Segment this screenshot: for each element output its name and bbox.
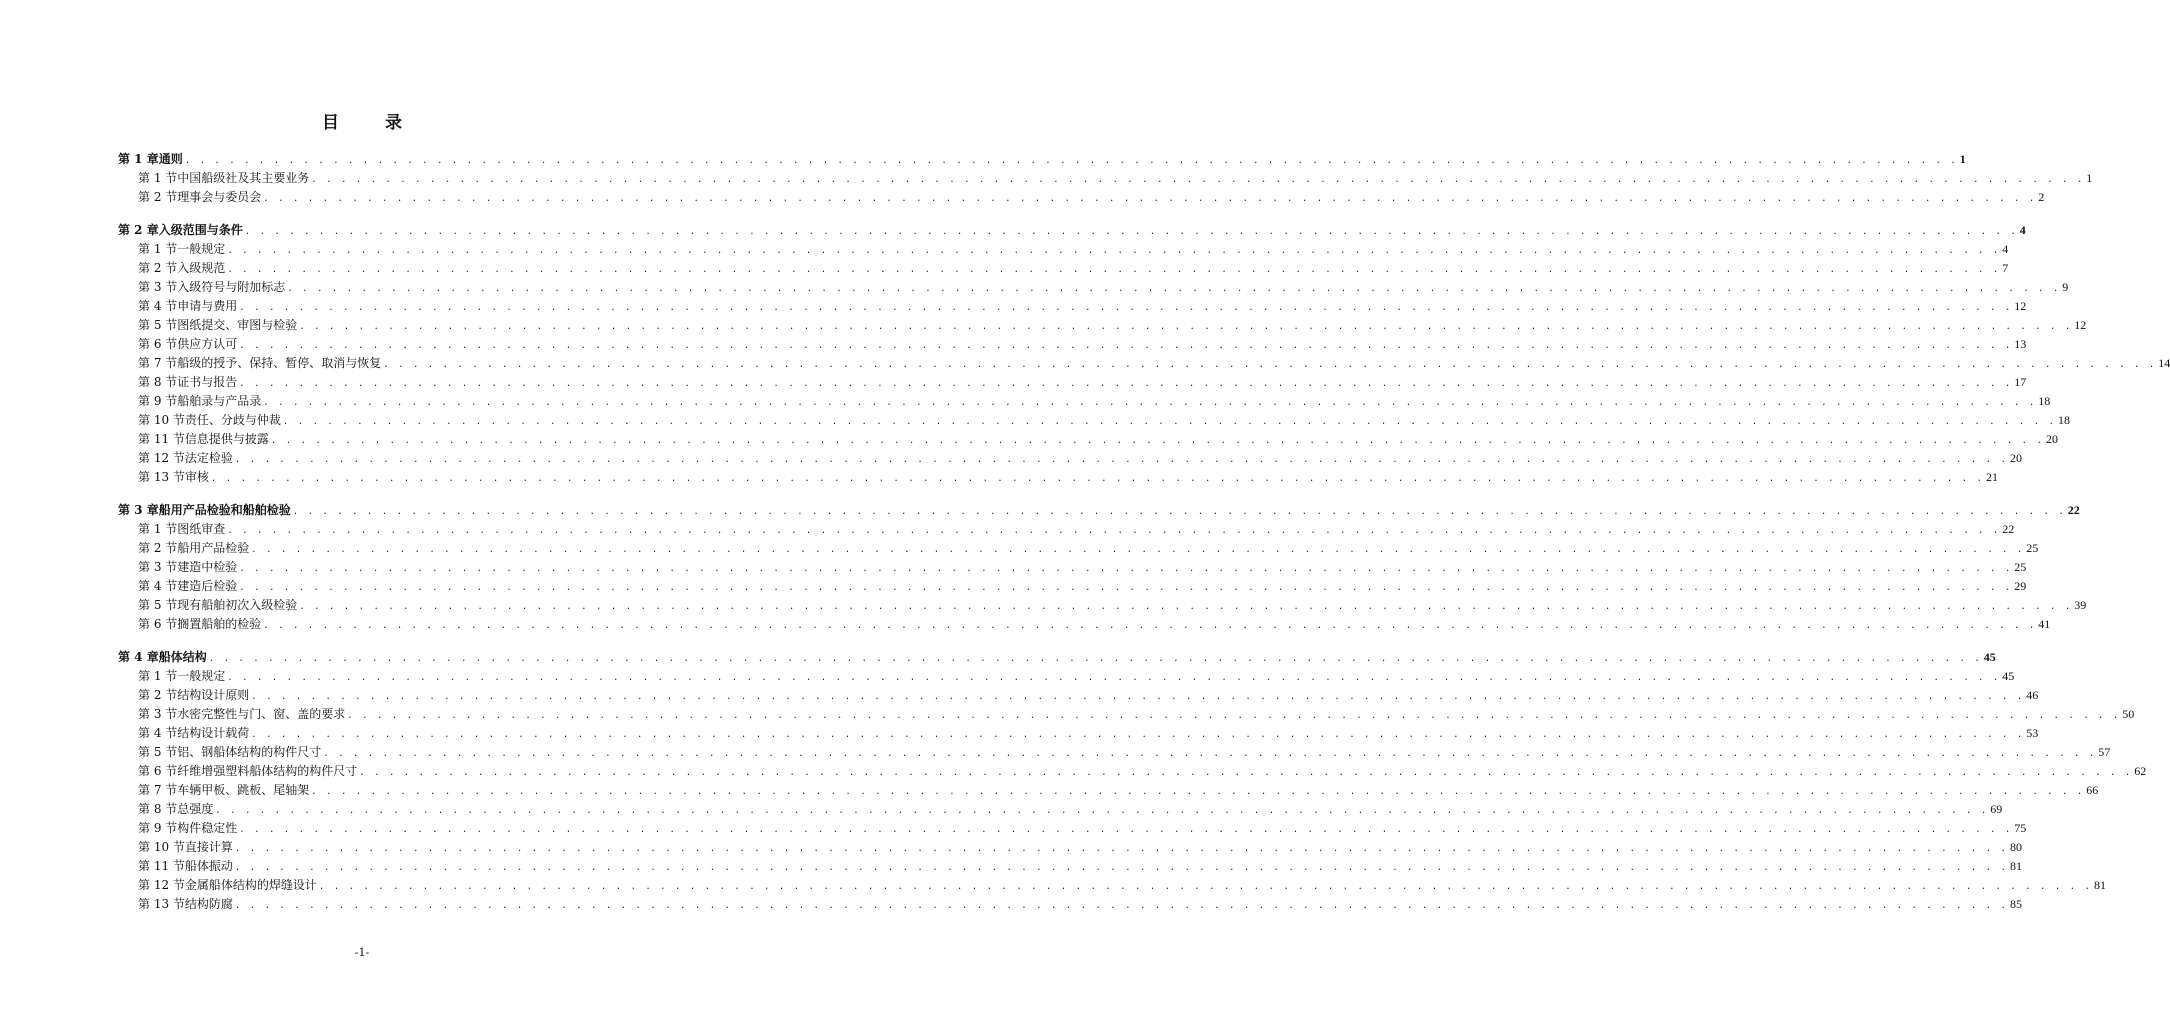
toc-section-entry[interactable]	[118, 667, 2015, 686]
toc-chapter-entry[interactable]	[118, 501, 2080, 520]
toc-section-entry-number: 第 12 节	[138, 451, 185, 465]
toc-section-entry[interactable]	[118, 335, 2027, 354]
toc-section-entry-number: 第 2 节	[138, 541, 178, 555]
toc-section-entry-title: 建造后检验	[177, 579, 238, 593]
toc-section-entry-page: 22	[2002, 522, 2015, 536]
toc-section-entry[interactable]	[118, 596, 2087, 615]
toc-section-entry-title: 一般规定	[177, 669, 226, 683]
dot-leader: . . . . . . . . . . . . . . . . . . . . . . . . . . . . . . . . . . . . . . . . . . . . . . . . . . . . . . . . . . . . . . . . . . . . . . . . . . . . . . . . . . . . . . . . . . . . . . . . . . . . . . . . . . . . . . . . . . . . . . . .	[311, 787, 2085, 797]
toc-section-entry-number: 第 13 节	[138, 470, 185, 484]
toc-section-entry-title: 证书与报告	[177, 375, 238, 389]
toc-section-entry-number: 第 5 节	[138, 318, 178, 332]
toc-section-entry[interactable]	[118, 558, 2027, 577]
toc-section-entry-title: 法定检验	[184, 451, 233, 465]
dot-leader: . . . . . . . . . . . . . . . . . . . . . . . . . . . . . . . . . . . . . . . . . . . . . . . . . . . . . . . . . . . . . . . . . . . . . . . . . . . . . . . . . . . . . . . . . . . . . . . . . . . . . . . . . . . . . . . . . . . . . . . .	[239, 341, 2013, 351]
chapter-block	[118, 150, 2093, 207]
toc-section-entry-number: 第 7 节	[138, 356, 178, 370]
toc-section-entry-page: 69	[1990, 802, 2003, 816]
dot-leader: . . . . . . . . . . . . . . . . . . . . . . . . . . . . . . . . . . . . . . . . . . . . . . . . . . . . . . . . . . . . . . . . . . . . . . . . . . . . . . . . . . . . . . . . . . . . . . . . . . . . . . . . . . . . . . . . . . . . . . . .	[215, 806, 1989, 816]
toc-section-entry[interactable]	[118, 430, 2058, 449]
toc-section-entry-page: 46	[2026, 688, 2039, 702]
toc-section-entry[interactable]	[118, 743, 2111, 762]
toc-section-entry-title: 构件稳定性	[177, 821, 238, 835]
dot-leader: . . . . . . . . . . . . . . . . . . . . . . . . . . . . . . . . . . . . . . . . . . . . . . . . . . . . . . . . . . . . . . . . . . . . . . . . . . . . . . . . . . . . . . . . . . . . . . . . . . . . . . . . . . . . . . . . . . . . . . . .	[239, 564, 2013, 574]
toc-section-entry[interactable]	[118, 762, 2147, 781]
toc-section-entry-title: 船用产品检验	[177, 541, 250, 555]
toc-section-entry-page: 2	[2038, 190, 2045, 204]
toc-section-entry-page: 53	[2026, 726, 2039, 740]
toc-section-entry-title: 金属船体结构的焊缝设计	[184, 878, 317, 892]
toc-section-entry-page: 85	[2009, 897, 2022, 911]
toc-section-entry-title: 船级的授予、保持、暂停、取消与恢复	[177, 356, 382, 370]
dot-leader: . . . . . . . . . . . . . . . . . . . . . . . . . . . . . . . . . . . . . . . . . . . . . . . . . . . . . . . . . . . . . . . . . . . . . . . . . . . . . . . . . . . . . . . . . . . . . . . . . . . . . . . . . . . . . . . . . . . . . . . .	[251, 545, 2025, 555]
toc-section-entry-page: 7	[2002, 261, 2009, 275]
toc-section-entry-title: 一般规定	[177, 242, 226, 256]
toc-section-entry-title: 直接计算	[184, 840, 233, 854]
toc-section-entry-title: 现有船舶初次入级检验	[177, 598, 298, 612]
toc-section-entry-title: 船舶录与产品录	[177, 394, 262, 408]
toc-section-entry-page: 20	[2045, 432, 2058, 446]
page-title	[0, 108, 724, 133]
toc-section-entry-number: 第 4 节	[138, 299, 178, 313]
toc-section-entry-title: 结构设计原则	[177, 688, 250, 702]
toc-section-entry-number: 第 4 节	[138, 579, 178, 593]
toc-chapter-entry-title: 船体结构	[158, 650, 207, 664]
toc-section-entry-number: 第 8 节	[138, 375, 178, 389]
toc-chapter-entry-title: 通则	[158, 152, 183, 166]
toc-section-entry-title: 车辆甲板、跳板、尾轴架	[177, 783, 310, 797]
toc-section-entry-number: 第 7 节	[138, 783, 178, 797]
toc-section-entry[interactable]	[118, 169, 2093, 188]
toc-section-entry-number: 第 1 节	[138, 242, 178, 256]
toc-section-entry[interactable]	[118, 615, 2051, 634]
dot-leader: . . . . . . . . . . . . . . . . . . . . . . . . . . . . . . . . . . . . . . . . . . . . . . . . . . . . . . . . . . . . . . . . . . . . . . . . . . . . . . . . . . . . . . . . . . . . . . . . . . . . . . . . . . . . . . . . . . . . . . . .	[299, 602, 2073, 612]
toc-chapter-entry-page: 22	[2067, 503, 2080, 517]
dot-leader: . . . . . . . . . . . . . . . . . . . . . . . . . . . . . . . . . . . . . . . . . . . . . . . . . . . . . . . . . . . . . . . . . . . . . . . . . . . . . . . . . . . . . . . . . . . . . . . . . . . . . . . . . . . . . . . . . . . . . . . .	[239, 379, 2013, 389]
toc-section-entry-title: 责任、分歧与仲裁	[184, 413, 281, 427]
toc-section-entry-number: 第 2 节	[138, 261, 178, 275]
toc-section-entry[interactable]	[118, 800, 2003, 819]
toc-section-entry-page: 13	[2014, 337, 2027, 351]
toc-section-entry-page: 25	[2014, 560, 2027, 574]
dot-leader: . . . . . . . . . . . . . . . . . . . . . . . . . . . . . . . . . . . . . . . . . . . . . . . . . . . . . . . . . . . . . . . . . . . . . . . . . . . . . . . . . . . . . . . . . . . . . . . . . . . . . . . . . . . . . . . . . . . . . . . .	[239, 303, 2013, 313]
toc-section-entry[interactable]	[118, 686, 2039, 705]
toc-section-entry-number: 第 3 节	[138, 707, 178, 721]
toc-section-entry[interactable]	[118, 857, 2022, 876]
dot-leader: . . . . . . . . . . . . . . . . . . . . . . . . . . . . . . . . . . . . . . . . . . . . . . . . . . . . . . . . . . . . . . . . . . . . . . . . . . . . . . . . . . . . . . . . . . . . . . . . . . . . . . . . . . . . . . . . . . . . . . . .	[318, 882, 2092, 892]
toc-section-entry-title: 总强度	[177, 802, 214, 816]
toc-section-entry-number: 第 11 节	[138, 432, 185, 446]
toc-section-entry[interactable]	[118, 297, 2027, 316]
toc-section-entry-page: 4	[2002, 242, 2009, 256]
toc-chapter-entry-page: 4	[2019, 223, 2026, 237]
dot-leader: . . . . . . . . . . . . . . . . . . . . . . . . . . . . . . . . . . . . . . . . . . . . . . . . . . . . . . . . . . . . . . . . . . . . . . . . . . . . . . . . . . . . . . . . . . . . . . . . . . . . . . . . . . . . . . . . . . . . . . . .	[227, 526, 2001, 536]
toc-section-entry-page: 29	[2014, 579, 2027, 593]
toc-section-entry-page: 17	[2014, 375, 2027, 389]
toc-section-entry-title: 搁置船舶的检验	[177, 617, 262, 631]
toc-section-entry[interactable]	[118, 240, 2009, 259]
toc-section-entry[interactable]	[118, 449, 2022, 468]
toc-section-entry-page: 25	[2026, 541, 2039, 555]
toc-section-entry[interactable]	[118, 468, 1998, 487]
toc-section-entry[interactable]	[118, 354, 2170, 373]
toc-section-entry-number: 第 12 节	[138, 878, 185, 892]
toc-section-entry-page: 62	[2134, 764, 2147, 778]
toc-section-entry-title: 纤维增强塑料船体结构的构件尺寸	[177, 764, 358, 778]
toc-section-entry[interactable]	[118, 781, 2099, 800]
toc-section-entry[interactable]	[118, 539, 2039, 558]
dot-leader: . . . . . . . . . . . . . . . . . . . . . . . . . . . . . . . . . . . . . . . . . . . . . . . . . . . . . . . . . . . . . . . . . . . . . . . . . . . . . . . . . . . . . . . . . . . . . . . . . . . . . . . . . . . . . . . . . . . . . . . .	[234, 901, 2008, 911]
toc-section-entry[interactable]	[118, 705, 2135, 724]
toc-section-entry[interactable]	[118, 392, 2051, 411]
toc-section-entry-number: 第 5 节	[138, 598, 178, 612]
dot-leader: . . . . . . . . . . . . . . . . . . . . . . . . . . . . . . . . . . . . . . . . . . . . . . . . . . . . . . . . . . . . . . . . . . . . . . . . . . . . . . . . . . . . . . . . . . . . . . . . . . . . . . . . . . . . . . . . . . . . . . . .	[251, 692, 2025, 702]
toc-section-entry-page: 50	[2122, 707, 2135, 721]
toc-section-entry-title: 图纸提交、审图与检验	[177, 318, 298, 332]
toc-section-entry-number: 第 8 节	[138, 802, 178, 816]
toc-section-entry-title: 船体振动	[184, 859, 233, 873]
toc-section-entry-title: 入级规范	[177, 261, 226, 275]
toc-section-entry-number: 第 3 节	[138, 280, 178, 294]
table-of-contents	[118, 150, 2170, 928]
toc-section-entry-title: 入级符号与附加标志	[177, 280, 286, 294]
toc-section-entry-page: 12	[2014, 299, 2027, 313]
toc-section-entry-page: 66	[2086, 783, 2099, 797]
dot-leader: . . . . . . . . . . . . . . . . . . . . . . . . . . . . . . . . . . . . . . . . . . . . . . . . . . . . . . . . . . . . . . . . . . . . . . . . . . . . . . . . . . . . . . . . . . . . . . . . . . . . . . . . . . . . . . . . . . . . . . . .	[227, 673, 2001, 683]
toc-chapter-entry-number: 第 2 章	[118, 223, 159, 237]
toc-section-entry[interactable]	[118, 819, 2027, 838]
dot-leader: . . . . . . . . . . . . . . . . . . . . . . . . . . . . . . . . . . . . . . . . . . . . . . . . . . . . . . . . . . . . . . . . . . . . . . . . . . . . . . . . . . . . . . . . . . . . . . . . . . . . . . . . . . . . . . . . . . . . . . . .	[263, 194, 2037, 204]
title-char-1: 目	[322, 113, 340, 133]
toc-section-entry-number: 第 9 节	[138, 821, 178, 835]
toc-section-entry[interactable]	[118, 411, 2070, 430]
toc-section-entry-title: 审核	[184, 470, 209, 484]
chapter-block	[118, 501, 2087, 634]
toc-section-entry[interactable]	[118, 373, 2027, 392]
toc-chapter-entry[interactable]	[118, 221, 2026, 240]
dot-leader: . . . . . . . . . . . . . . . . . . . . . . . . . . . . . . . . . . . . . . . . . . . . . . . . . . . . . . . . . . . . . . . . . . . . . . . . . . . . . . . . . . . . . . . . . . . . . . . . . . . . . . . . . . . . . . . . . . . . . . . .	[227, 265, 2001, 275]
toc-chapter-entry-number: 第 3 章	[118, 503, 159, 517]
toc-section-entry[interactable]	[118, 316, 2087, 335]
toc-section-entry-page: 75	[2014, 821, 2027, 835]
toc-section-entry-page: 81	[2009, 859, 2022, 873]
dot-leader: . . . . . . . . . . . . . . . . . . . . . . . . . . . . . . . . . . . . . . . . . . . . . . . . . . . . . . . . . . . . . . . . . . . . . . . . . . . . . . . . . . . . . . . . . . . . . . . . . . . . . . . . . . . . . . . . . . . . . . . .	[323, 749, 2097, 759]
toc-chapter-entry-number: 第 4 章	[118, 650, 159, 664]
toc-section-entry-page: 45	[2002, 669, 2015, 683]
dot-leader: . . . . . . . . . . . . . . . . . . . . . . . . . . . . . . . . . . . . . . . . . . . . . . . . . . . . . . . . . . . . . . . . . . . . . . . . . . . . . . . . . . . . . . . . . . . . . . . . . . . . . . . . . . . . . . . . . . . . . . . .	[292, 507, 2066, 517]
toc-section-entry-title: 信息提供与披露	[184, 432, 269, 446]
toc-section-entry-title: 建造中检验	[177, 560, 238, 574]
toc-section-entry[interactable]	[118, 724, 2039, 743]
toc-section-entry[interactable]	[118, 188, 2045, 207]
toc-section-entry-title: 图纸审查	[177, 522, 226, 536]
toc-chapter-entry-page: 1	[1959, 152, 1966, 166]
title-char-2: 录	[384, 113, 402, 133]
chapter-block	[118, 648, 2147, 914]
toc-section-entry-page: 14	[2158, 356, 2170, 370]
dot-leader: . . . . . . . . . . . . . . . . . . . . . . . . . . . . . . . . . . . . . . . . . . . . . . . . . . . . . . . . . . . . . . . . . . . . . . . . . . . . . . . . . . . . . . . . . . . . . . . . . . . . . . . . . . . . . . . . . . . . . . . .	[239, 583, 2013, 593]
toc-section-entry-number: 第 6 节	[138, 617, 178, 631]
dot-leader: . . . . . . . . . . . . . . . . . . . . . . . . . . . . . . . . . . . . . . . . . . . . . . . . . . . . . . . . . . . . . . . . . . . . . . . . . . . . . . . . . . . . . . . . . . . . . . . . . . . . . . . . . . . . . . . . . . . . . . . .	[263, 398, 2037, 408]
toc-section-entry-page: 9	[2062, 280, 2069, 294]
dot-leader: . . . . . . . . . . . . . . . . . . . . . . . . . . . . . . . . . . . . . . . . . . . . . . . . . . . . . . . . . . . . . . . . . . . . . . . . . . . . . . . . . . . . . . . . . . . . . . . . . . . . . . . . . . . . . . . . . . . . . . . .	[184, 156, 1958, 166]
toc-section-entry-title: 结构防腐	[184, 897, 233, 911]
toc-section-entry-number: 第 2 节	[138, 190, 178, 204]
toc-chapter-entry-title: 船用产品检验和船舶检验	[158, 503, 291, 517]
toc-chapter-entry-title: 入级范围与条件	[158, 223, 243, 237]
dot-leader: . . . . . . . . . . . . . . . . . . . . . . . . . . . . . . . . . . . . . . . . . . . . . . . . . . . . . . . . . . . . . . . . . . . . . . . . . . . . . . . . . . . . . . . . . . . . . . . . . . . . . . . . . . . . . . . . . . . . . . . .	[270, 436, 2044, 446]
toc-section-entry-number: 第 1 节	[138, 669, 178, 683]
dot-leader: . . . . . . . . . . . . . . . . . . . . . . . . . . . . . . . . . . . . . . . . . . . . . . . . . . . . . . . . . . . . . . . . . . . . . . . . . . . . . . . . . . . . . . . . . . . . . . . . . . . . . . . . . . . . . . . . . . . . . . . .	[234, 863, 2008, 873]
toc-section-entry-page: 39	[2074, 598, 2087, 612]
toc-section-entry-page: 12	[2074, 318, 2087, 332]
toc-section-entry-title: 水密完整性与门、窗、盖的要求	[177, 707, 346, 721]
dot-leader: . . . . . . . . . . . . . . . . . . . . . . . . . . . . . . . . . . . . . . . . . . . . . . . . . . . . . . . . . . . . . . . . . . . . . . . . . . . . . . . . . . . . . . . . . . . . . . . . . . . . . . . . . . . . . . . . . . . . . . . .	[311, 175, 2085, 185]
dot-leader: . . . . . . . . . . . . . . . . . . . . . . . . . . . . . . . . . . . . . . . . . . . . . . . . . . . . . . . . . . . . . . . . . . . . . . . . . . . . . . . . . . . . . . . . . . . . . . . . . . . . . . . . . . . . . . . . . . . . . . . .	[263, 621, 2037, 631]
dot-leader: . . . . . . . . . . . . . . . . . . . . . . . . . . . . . . . . . . . . . . . . . . . . . . . . . . . . . . . . . . . . . . . . . . . . . . . . . . . . . . . . . . . . . . . . . . . . . . . . . . . . . . . . . . . . . . . . . . . . . . . .	[287, 284, 2061, 294]
dot-leader: . . . . . . . . . . . . . . . . . . . . . . . . . . . . . . . . . . . . . . . . . . . . . . . . . . . . . . . . . . . . . . . . . . . . . . . . . . . . . . . . . . . . . . . . . . . . . . . . . . . . . . . . . . . . . . . . . . . . . . . .	[347, 711, 2121, 721]
toc-section-entry-page: 80	[2009, 840, 2022, 854]
toc-section-entry-number: 第 1 节	[138, 171, 178, 185]
toc-section-entry[interactable]	[118, 876, 2106, 895]
toc-section-entry-number: 第 10 节	[138, 413, 185, 427]
dot-leader: . . . . . . . . . . . . . . . . . . . . . . . . . . . . . . . . . . . . . . . . . . . . . . . . . . . . . . . . . . . . . . . . . . . . . . . . . . . . . . . . . . . . . . . . . . . . . . . . . . . . . . . . . . . . . . . . . . . . . . . .	[234, 455, 2008, 465]
toc-section-entry[interactable]	[118, 838, 2022, 857]
dot-leader: . . . . . . . . . . . . . . . . . . . . . . . . . . . . . . . . . . . . . . . . . . . . . . . . . . . . . . . . . . . . . . . . . . . . . . . . . . . . . . . . . . . . . . . . . . . . . . . . . . . . . . . . . . . . . . . . . . . . . . . .	[251, 730, 2025, 740]
toc-section-entry-number: 第 6 节	[138, 764, 178, 778]
toc-section-entry-title: 中国船级社及其主要业务	[177, 171, 310, 185]
dot-leader: . . . . . . . . . . . . . . . . . . . . . . . . . . . . . . . . . . . . . . . . . . . . . . . . . . . . . . . . . . . . . . . . . . . . . . . . . . . . . . . . . . . . . . . . . . . . . . . . . . . . . . . . . . . . . . . . . . . . . . . .	[210, 474, 1984, 484]
toc-chapter-entry-number: 第 1 章	[118, 152, 159, 166]
dot-leader: . . . . . . . . . . . . . . . . . . . . . . . . . . . . . . . . . . . . . . . . . . . . . . . . . . . . . . . . . . . . . . . . . . . . . . . . . . . . . . . . . . . . . . . . . . . . . . . . . . . . . . . . . . . . . . . . . . . . . . . .	[208, 654, 1982, 664]
toc-chapter-entry-page: 45	[1983, 650, 1996, 664]
toc-section-entry-page: 21	[1985, 470, 1998, 484]
toc-section-entry-page: 18	[2038, 394, 2051, 408]
toc-section-entry-title: 铝、钢船体结构的构件尺寸	[177, 745, 322, 759]
dot-leader: . . . . . . . . . . . . . . . . . . . . . . . . . . . . . . . . . . . . . . . . . . . . . . . . . . . . . . . . . . . . . . . . . . . . . . . . . . . . . . . . . . . . . . . . . . . . . . . . . . . . . . . . . . . . . . . . . . . . . . . .	[282, 417, 2056, 427]
toc-section-entry-page: 18	[2057, 413, 2070, 427]
dot-leader: . . . . . . . . . . . . . . . . . . . . . . . . . . . . . . . . . . . . . . . . . . . . . . . . . . . . . . . . . . . . . . . . . . . . . . . . . . . . . . . . . . . . . . . . . . . . . . . . . . . . . . . . . . . . . . . . . . . . . . . .	[299, 322, 2073, 332]
toc-section-entry-page: 41	[2038, 617, 2051, 631]
toc-section-entry-title: 供应方认可	[177, 337, 238, 351]
toc-section-entry-page: 81	[2093, 878, 2106, 892]
toc-section-entry-number: 第 6 节	[138, 337, 178, 351]
toc-section-entry-number: 第 11 节	[138, 859, 185, 873]
toc-section-entry-number: 第 10 节	[138, 840, 185, 854]
page-number-footer: -1-	[354, 946, 370, 959]
dot-leader: . . . . . . . . . . . . . . . . . . . . . . . . . . . . . . . . . . . . . . . . . . . . . . . . . . . . . . . . . . . . . . . . . . . . . . . . . . . . . . . . . . . . . . . . . . . . . . . . . . . . . . . . . . . . . . . . . . . . . . . .	[244, 227, 2018, 237]
toc-chapter-entry[interactable]	[118, 648, 1996, 667]
toc-section-entry-number: 第 1 节	[138, 522, 178, 536]
toc-section-entry-title: 理事会与委员会	[177, 190, 262, 204]
toc-section-entry-number: 第 13 节	[138, 897, 185, 911]
toc-section-entry-page: 57	[2098, 745, 2111, 759]
toc-chapter-entry[interactable]	[118, 150, 1966, 169]
toc-section-entry-title: 申请与费用	[177, 299, 238, 313]
dot-leader: . . . . . . . . . . . . . . . . . . . . . . . . . . . . . . . . . . . . . . . . . . . . . . . . . . . . . . . . . . . . . . . . . . . . . . . . . . . . . . . . . . . . . . . . . . . . . . . . . . . . . . . . . . . . . . . . . . . . . . . .	[383, 360, 2157, 370]
toc-section-entry-number: 第 4 节	[138, 726, 178, 740]
chapter-block	[118, 221, 2170, 487]
toc-section-entry-page: 20	[2009, 451, 2022, 465]
dot-leader: . . . . . . . . . . . . . . . . . . . . . . . . . . . . . . . . . . . . . . . . . . . . . . . . . . . . . . . . . . . . . . . . . . . . . . . . . . . . . . . . . . . . . . . . . . . . . . . . . . . . . . . . . . . . . . . . . . . . . . . .	[239, 825, 2013, 835]
toc-section-entry-number: 第 9 节	[138, 394, 178, 408]
toc-section-entry[interactable]	[118, 577, 2027, 596]
toc-section-entry[interactable]	[118, 895, 2022, 914]
toc-section-entry-title: 结构设计载荷	[177, 726, 250, 740]
toc-section-entry-number: 第 3 节	[138, 560, 178, 574]
toc-section-entry-page: 1	[2086, 171, 2093, 185]
toc-section-entry[interactable]	[118, 278, 2069, 297]
toc-section-entry-number: 第 5 节	[138, 745, 178, 759]
dot-leader: . . . . . . . . . . . . . . . . . . . . . . . . . . . . . . . . . . . . . . . . . . . . . . . . . . . . . . . . . . . . . . . . . . . . . . . . . . . . . . . . . . . . . . . . . . . . . . . . . . . . . . . . . . . . . . . . . . . . . . . .	[234, 844, 2008, 854]
dot-leader: . . . . . . . . . . . . . . . . . . . . . . . . . . . . . . . . . . . . . . . . . . . . . . . . . . . . . . . . . . . . . . . . . . . . . . . . . . . . . . . . . . . . . . . . . . . . . . . . . . . . . . . . . . . . . . . . . . . . . . . .	[227, 246, 2001, 256]
toc-section-entry[interactable]	[118, 259, 2009, 278]
toc-section-entry-number: 第 2 节	[138, 688, 178, 702]
toc-section-entry[interactable]	[118, 520, 2015, 539]
dot-leader: . . . . . . . . . . . . . . . . . . . . . . . . . . . . . . . . . . . . . . . . . . . . . . . . . . . . . . . . . . . . . . . . . . . . . . . . . . . . . . . . . . . . . . . . . . . . . . . . . . . . . . . . . . . . . . . . . . . . . . . .	[359, 768, 2133, 778]
